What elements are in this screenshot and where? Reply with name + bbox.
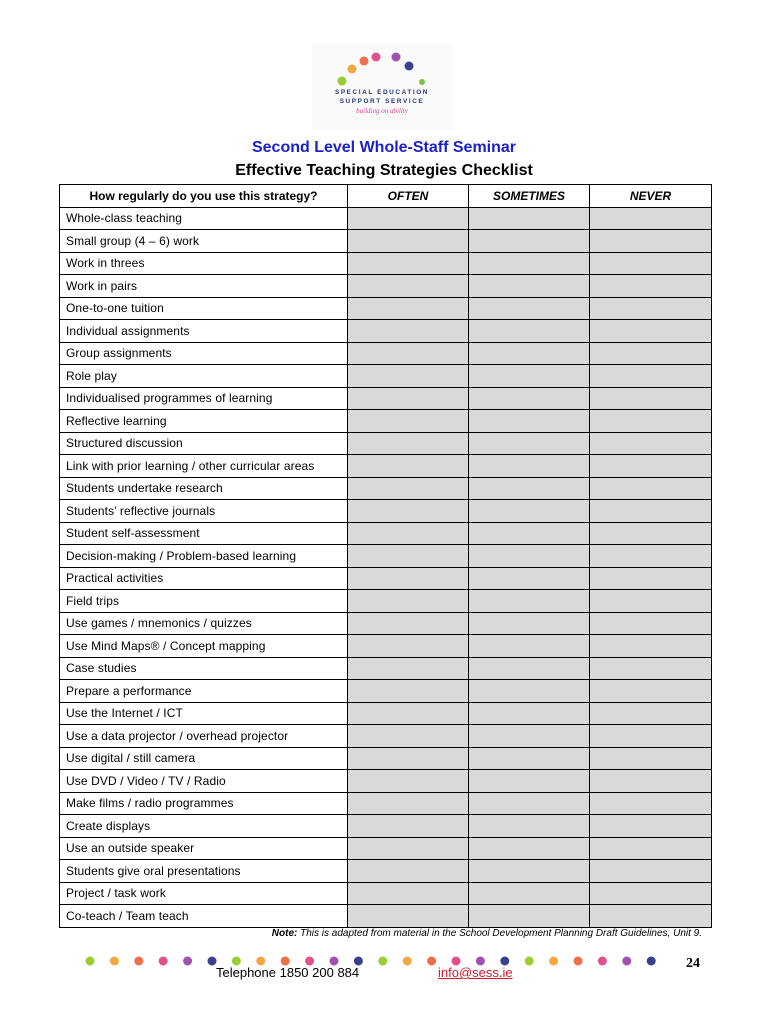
strategy-label: Field trips [60,590,348,613]
strategy-label: Practical activities [60,567,348,590]
footnote-label: Note: [271,928,298,939]
strategy-label: Prepare a performance [60,680,348,703]
logo-dot [360,57,369,66]
sometimes-checkbox-cell[interactable] [469,297,590,320]
footer-dot [183,957,192,966]
strategy-label: Students give oral presentations [60,860,348,883]
footer-dot [598,957,607,966]
often-checkbox-cell[interactable] [348,387,469,410]
table-row [60,590,712,613]
often-checkbox-cell[interactable] [348,815,469,838]
strategy-label: Co-teach / Team teach [60,905,348,928]
table-row [60,725,712,748]
table-row [60,500,712,523]
never-checkbox-cell[interactable] [590,432,712,455]
strategy-label: Role play [60,365,348,388]
footnote [272,928,702,939]
sometimes-checkbox-cell[interactable] [469,770,590,793]
often-checkbox-cell[interactable] [348,905,469,928]
logo-dot [419,79,425,85]
sometimes-checkbox-cell[interactable] [469,590,590,613]
logo-dot [338,77,347,86]
often-checkbox-cell[interactable] [348,770,469,793]
strategy-label: Use games / mnemonics / quizzes [60,612,348,635]
never-checkbox-cell[interactable] [590,657,712,680]
strategy-label: Use an outside speaker [60,837,348,860]
page-subtitle: Effective Teaching Strategies Checklist [235,162,533,179]
never-checkbox-cell[interactable] [590,792,712,815]
sometimes-checkbox-cell[interactable] [469,500,590,523]
logo-line-2: SUPPORT SERVICE [339,98,425,105]
strategy-label: Whole-class teaching [60,207,348,230]
footer-dot [110,957,119,966]
strategy-label: Use Mind Maps® / Concept mapping [60,635,348,658]
often-checkbox-cell[interactable] [348,477,469,500]
strategy-label: Case studies [60,657,348,680]
table-row [60,837,712,860]
strategy-label: Group assignments [60,342,348,365]
never-checkbox-cell[interactable] [590,342,712,365]
never-checkbox-cell[interactable] [590,815,712,838]
often-checkbox-cell[interactable] [348,657,469,680]
sometimes-checkbox-cell[interactable] [469,882,590,905]
strategies-checklist-table [59,184,712,928]
never-checkbox-cell[interactable] [590,837,712,860]
table-header-row [60,185,712,208]
sometimes-checkbox-cell[interactable] [469,567,590,590]
strategy-label: Reflective learning [60,410,348,433]
table-row [60,455,712,478]
strategy-label: Make films / radio programmes [60,792,348,815]
sess-logo [312,44,452,130]
never-checkbox-cell[interactable] [590,612,712,635]
table-row [60,860,712,883]
often-checkbox-cell[interactable] [348,275,469,298]
sometimes-checkbox-cell[interactable] [469,207,590,230]
sometimes-checkbox-cell[interactable] [469,455,590,478]
never-checkbox-cell[interactable] [590,297,712,320]
never-checkbox-cell[interactable] [590,522,712,545]
never-checkbox-cell[interactable] [590,860,712,883]
often-checkbox-cell[interactable] [348,860,469,883]
never-checkbox-cell[interactable] [590,365,712,388]
never-checkbox-cell[interactable] [590,747,712,770]
strategy-label: Work in pairs [60,275,348,298]
strategy-label: Create displays [60,815,348,838]
footer-dot [134,957,143,966]
header-question: How regularly do you use this strategy? [60,185,348,208]
header-never: NEVER [590,185,712,208]
sometimes-checkbox-cell[interactable] [469,342,590,365]
logo-dot [372,53,381,62]
often-checkbox-cell[interactable] [348,252,469,275]
table-row [60,747,712,770]
table-row [60,522,712,545]
often-checkbox-cell[interactable] [348,500,469,523]
table-row [60,882,712,905]
logo-dot [405,62,414,71]
table-row [60,410,712,433]
sometimes-checkbox-cell[interactable] [469,860,590,883]
table-row [60,545,712,568]
sometimes-checkbox-cell[interactable] [469,635,590,658]
page-number: 24 [686,956,700,971]
table-row [60,342,712,365]
often-checkbox-cell[interactable] [348,455,469,478]
never-checkbox-cell[interactable] [590,207,712,230]
table-row [60,365,712,388]
often-checkbox-cell[interactable] [348,342,469,365]
sometimes-checkbox-cell[interactable] [469,612,590,635]
sometimes-checkbox-cell[interactable] [469,725,590,748]
strategy-label: Structured discussion [60,432,348,455]
never-checkbox-cell[interactable] [590,320,712,343]
often-checkbox-cell[interactable] [348,590,469,613]
never-checkbox-cell[interactable] [590,252,712,275]
strategy-label: Individualised programmes of learning [60,387,348,410]
footer-dot [427,957,436,966]
logo-line-1: SPECIAL EDUCATION [334,89,430,96]
table-row [60,567,712,590]
sometimes-checkbox-cell[interactable] [469,522,590,545]
often-checkbox-cell[interactable] [348,725,469,748]
often-checkbox-cell[interactable] [348,522,469,545]
logo-dot [392,53,401,62]
sometimes-checkbox-cell[interactable] [469,702,590,725]
footer-dot-row [82,952,672,972]
header-often: OFTEN [348,185,469,208]
table-row [60,477,712,500]
sometimes-checkbox-cell[interactable] [469,837,590,860]
often-checkbox-cell[interactable] [348,545,469,568]
sometimes-checkbox-cell[interactable] [469,545,590,568]
strategy-label: One-to-one tuition [60,297,348,320]
never-checkbox-cell[interactable] [590,500,712,523]
table-row [60,207,712,230]
often-checkbox-cell[interactable] [348,230,469,253]
footer-dot [647,957,656,966]
table-row [60,680,712,703]
table-row [60,905,712,928]
never-checkbox-cell[interactable] [590,905,712,928]
never-checkbox-cell[interactable] [590,387,712,410]
often-checkbox-cell[interactable] [348,837,469,860]
sometimes-checkbox-cell[interactable] [469,747,590,770]
sometimes-checkbox-cell[interactable] [469,365,590,388]
sometimes-checkbox-cell[interactable] [469,320,590,343]
often-checkbox-cell[interactable] [348,680,469,703]
table-row [60,387,712,410]
table-row [60,815,712,838]
never-checkbox-cell[interactable] [590,770,712,793]
footer-dot [378,957,387,966]
sometimes-checkbox-cell[interactable] [469,657,590,680]
never-checkbox-cell[interactable] [590,567,712,590]
footer-dot [403,957,412,966]
never-checkbox-cell[interactable] [590,275,712,298]
never-checkbox-cell[interactable] [590,680,712,703]
footer-dot [525,957,534,966]
sometimes-checkbox-cell[interactable] [469,680,590,703]
logo-tagline: building on ability [356,107,408,115]
table-row [60,635,712,658]
often-checkbox-cell[interactable] [348,612,469,635]
never-checkbox-cell[interactable] [590,477,712,500]
sometimes-checkbox-cell[interactable] [469,410,590,433]
footer-telephone: Telephone 1850 200 884 [216,965,360,980]
logo-dot-arc [312,44,452,90]
strategy-label: Project / task work [60,882,348,905]
sometimes-checkbox-cell[interactable] [469,477,590,500]
often-checkbox-cell[interactable] [348,882,469,905]
sometimes-checkbox-cell[interactable] [469,905,590,928]
often-checkbox-cell[interactable] [348,567,469,590]
strategy-label: Students undertake research [60,477,348,500]
never-checkbox-cell[interactable] [590,725,712,748]
often-checkbox-cell[interactable] [348,635,469,658]
often-checkbox-cell[interactable] [348,410,469,433]
often-checkbox-cell[interactable] [348,747,469,770]
strategy-label: Use digital / still camera [60,747,348,770]
table-row [60,657,712,680]
table-row [60,252,712,275]
footer-dot [622,957,631,966]
sometimes-checkbox-cell[interactable] [469,792,590,815]
table-row [60,320,712,343]
table-row [60,612,712,635]
strategy-label: Students’ reflective journals [60,500,348,523]
never-checkbox-cell[interactable] [590,410,712,433]
table-row [60,297,712,320]
strategy-label: Use DVD / Video / TV / Radio [60,770,348,793]
footer-dot [549,957,558,966]
logo-dot [348,65,357,74]
table-row [60,230,712,253]
sometimes-checkbox-cell[interactable] [469,432,590,455]
header-sometimes: SOMETIMES [469,185,590,208]
sometimes-checkbox-cell[interactable] [469,387,590,410]
often-checkbox-cell[interactable] [348,207,469,230]
often-checkbox-cell[interactable] [348,320,469,343]
sometimes-checkbox-cell[interactable] [469,230,590,253]
often-checkbox-cell[interactable] [348,365,469,388]
never-checkbox-cell[interactable] [590,702,712,725]
table-row [60,770,712,793]
footer-dot [574,957,583,966]
strategy-label: Small group (4 – 6) work [60,230,348,253]
often-checkbox-cell[interactable] [348,792,469,815]
sometimes-checkbox-cell[interactable] [469,815,590,838]
footnote-text: This is adapted from material in the School Development Planning Draft Guidelines, Unit 9. [297,928,702,939]
table-row [60,432,712,455]
often-checkbox-cell[interactable] [348,432,469,455]
strategy-label: Decision-making / Problem-based learning [60,545,348,568]
table-row [60,702,712,725]
table-row [60,792,712,815]
never-checkbox-cell[interactable] [590,882,712,905]
never-checkbox-cell[interactable] [590,635,712,658]
strategy-label: Work in threes [60,252,348,275]
often-checkbox-cell[interactable] [348,297,469,320]
strategy-label: Student self-assessment [60,522,348,545]
never-checkbox-cell[interactable] [590,230,712,253]
strategy-label: Use a data projector / overhead projector [60,725,348,748]
table-row [60,275,712,298]
never-checkbox-cell[interactable] [590,455,712,478]
footer-email-link[interactable]: info@sess.ie [438,965,513,980]
footer-dot [159,957,168,966]
never-checkbox-cell[interactable] [590,590,712,613]
sometimes-checkbox-cell[interactable] [469,275,590,298]
strategy-label: Link with prior learning / other curricular areas [60,455,348,478]
often-checkbox-cell[interactable] [348,702,469,725]
sometimes-checkbox-cell[interactable] [469,252,590,275]
strategy-label: Use the Internet / ICT [60,702,348,725]
footer-dot [86,957,95,966]
page-title: Second Level Whole-Staff Seminar [251,139,517,156]
strategy-label: Individual assignments [60,320,348,343]
never-checkbox-cell[interactable] [590,545,712,568]
